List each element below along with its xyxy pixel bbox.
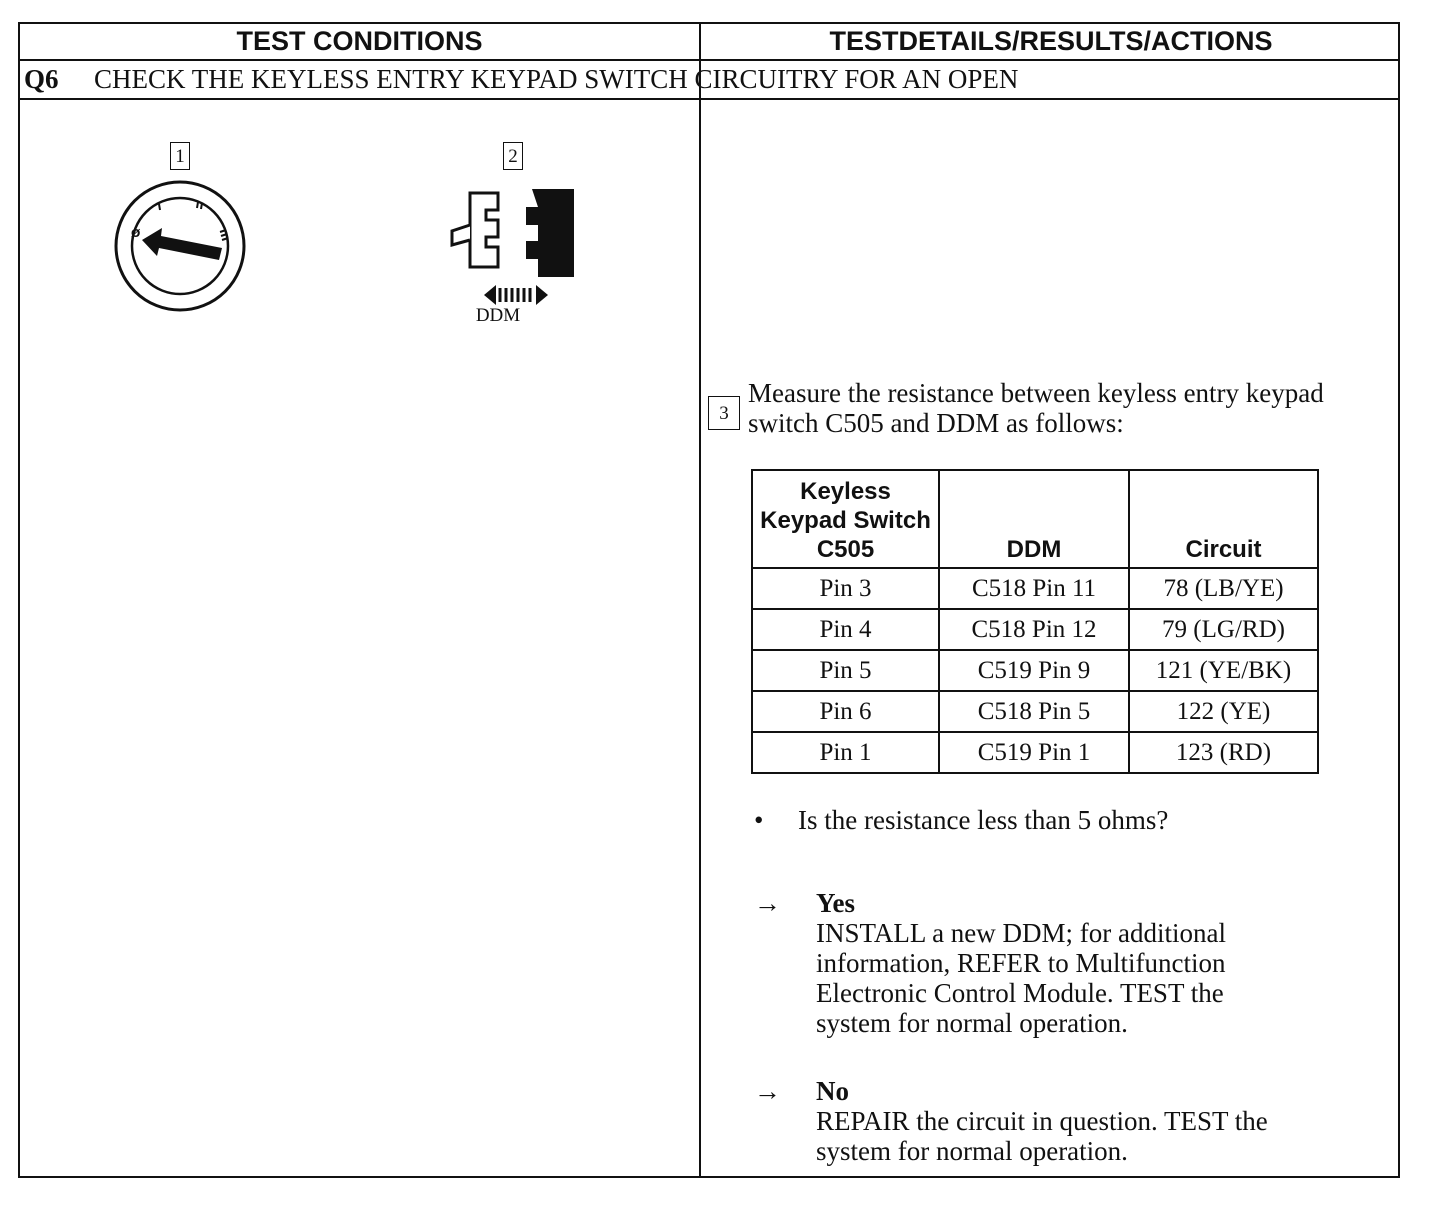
table-row — [752, 650, 1318, 691]
ddm-pin-cell: C518 Pin 5 — [939, 691, 1129, 732]
circuit-cell: 121 (YE/BK) — [1129, 650, 1318, 691]
step-title: CHECK THE KEYLESS ENTRY KEYPAD SWITCH CIRCUITRY FOR AN OPEN — [94, 64, 1019, 94]
keypad-pin-cell: Pin 6 — [752, 691, 939, 732]
test-conditions-header: TEST CONDITIONS — [236, 26, 483, 56]
step-number-1: 1 — [170, 142, 190, 170]
step-number-3: 3 — [708, 396, 740, 430]
header-divider — [20, 59, 1398, 61]
test-details-header: TESTDETAILS/RESULTS/ACTIONS — [829, 26, 1273, 56]
table-row — [752, 568, 1318, 609]
circuit-cell: 123 (RD) — [1129, 732, 1318, 773]
keypad-pin-cell: Pin 1 — [752, 732, 939, 773]
column-header-ddm: DDM — [939, 470, 1129, 568]
answer-yes-line: information, REFER to Multifunction — [816, 948, 1226, 978]
column-header-circuit: Circuit — [1129, 470, 1318, 568]
keypad-pin-cell: Pin 5 — [752, 650, 939, 691]
resistance-question — [754, 805, 1168, 836]
pin-resistance-table — [751, 469, 1319, 774]
ignition-switch-off-icon — [114, 180, 246, 312]
table-row — [752, 609, 1318, 650]
step-number-2: 2 — [503, 142, 523, 170]
step-title-divider — [20, 98, 1398, 100]
circuit-cell: 122 (YE) — [1129, 691, 1318, 732]
answer-yes — [754, 888, 1336, 1038]
answer-yes-line: system for normal operation. — [816, 1008, 1128, 1038]
column-header-keypad: Keyless Keypad Switch C505 — [752, 470, 939, 568]
svg-text:Ø: Ø — [131, 227, 141, 240]
column-divider — [699, 24, 701, 1176]
answer-yes-line: Electronic Control Module. TEST the — [816, 978, 1224, 1008]
ddm-pin-cell: C518 Pin 11 — [939, 568, 1129, 609]
answer-yes-line: INSTALL a new DDM; for additional — [816, 918, 1226, 948]
answer-no-line: system for normal operation. — [816, 1136, 1128, 1166]
ddm-pin-cell: C518 Pin 12 — [939, 609, 1129, 650]
answer-no — [754, 1076, 1336, 1166]
keypad-pin-cell: Pin 3 — [752, 568, 939, 609]
question-text: Is the resistance less than 5 ohms? — [798, 805, 1169, 835]
arrow-right-icon: → — [754, 888, 781, 918]
bullet-icon: • — [754, 805, 764, 835]
arrow-right-icon: → — [754, 1076, 781, 1106]
instruction-text: Measure the resistance between keyless entry keypad switch C505 and DDM as follows: — [748, 378, 1324, 438]
table-row — [752, 691, 1318, 732]
keypad-pin-cell: Pin 4 — [752, 609, 939, 650]
circuit-cell: 78 (LB/YE) — [1129, 568, 1318, 609]
answer-yes-title: Yes — [816, 888, 855, 918]
step-id: Q6 — [24, 64, 59, 94]
disconnect-connector-icon — [448, 185, 578, 310]
table-header-row — [752, 470, 1318, 568]
ddm-pin-cell: C519 Pin 1 — [939, 732, 1129, 773]
table-row — [752, 732, 1318, 773]
step-title-row — [24, 64, 1018, 95]
circuit-cell: 79 (LG/RD) — [1129, 609, 1318, 650]
connector-label: DDM — [475, 305, 521, 326]
ddm-pin-cell: C519 Pin 9 — [939, 650, 1129, 691]
answer-no-title: No — [816, 1076, 849, 1106]
answer-no-line: REPAIR the circuit in question. TEST the — [816, 1106, 1268, 1136]
